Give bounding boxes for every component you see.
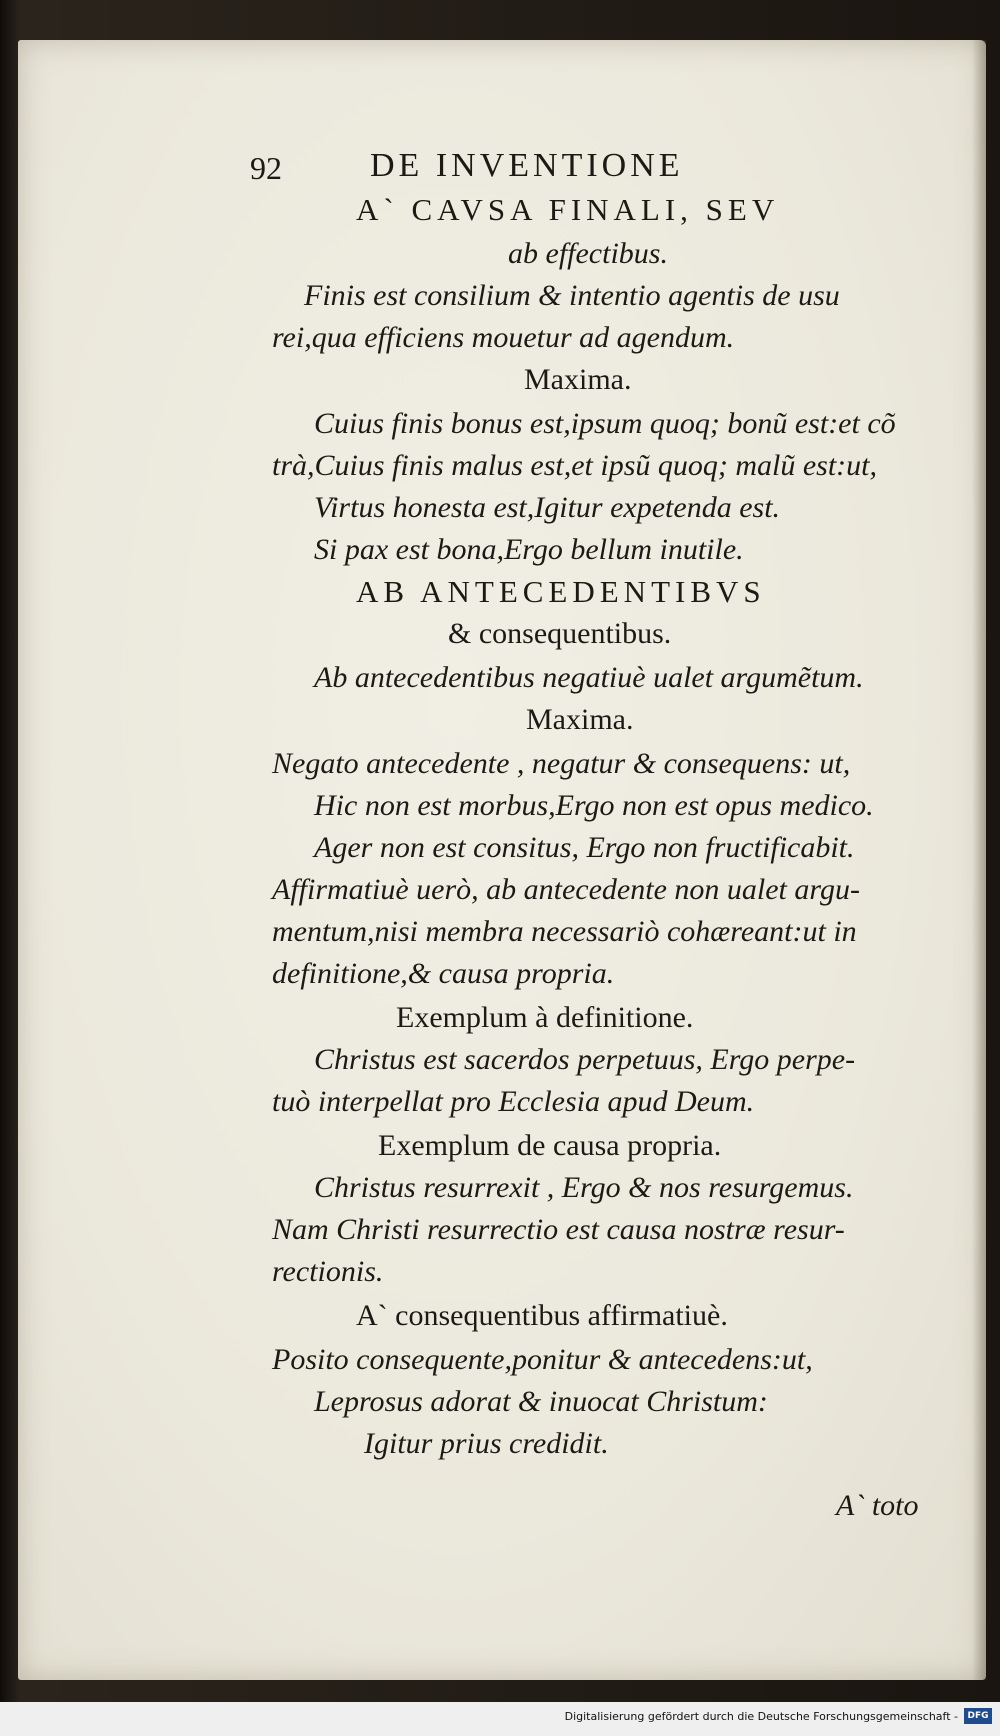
book-page — [18, 40, 986, 1680]
text-line: Posito consequente,ponitur & antecedens:ut, — [272, 1343, 813, 1376]
section-heading: A` CAVSA FINALI, SEV — [356, 192, 780, 227]
text-line: Affirmatiuè uerò, ab antecedente non ualet argu- — [272, 873, 860, 906]
text-line: Finis est consilium & intentio agentis de usu — [304, 279, 840, 312]
text-line: tuò interpellat pro Ecclesia apud Deum. — [272, 1085, 755, 1118]
text-line: trà,Cuius finis malus est,et ipsũ quoq; malũ est:ut, — [272, 449, 878, 482]
text-line: Ager non est consitus, Ergo non fructificabit. — [314, 831, 855, 864]
running-head: DE INVENTIONE — [370, 147, 684, 184]
footer-credit: Digitalisierung gefördert durch die Deutsche Forschungsgemeinschaft - — [564, 1710, 958, 1723]
example-heading: Exemplum de causa propria. — [378, 1129, 722, 1162]
text-line: Hic non est morbus,Ergo non est opus medico. — [314, 789, 874, 822]
text-line: Virtus honesta est,Igitur expetenda est. — [314, 491, 781, 524]
text-line: Christus est sacerdos perpetuus, Ergo perpe- — [314, 1043, 856, 1076]
page-number: 92 — [250, 150, 282, 186]
section-heading: AB ANTECEDENTIBVS — [356, 574, 766, 609]
section-heading: A` consequentibus affirmatiuè. — [356, 1299, 728, 1332]
text-line: definitione,& causa propria. — [272, 957, 615, 990]
text-line: Leprosus adorat & inuocat Christum: — [314, 1385, 768, 1418]
page-text — [18, 40, 986, 1680]
maxima-heading: Maxima. — [526, 703, 634, 736]
section-subheading: & consequentibus. — [448, 617, 672, 650]
text-line: Christus resurrexit , Ergo & nos resurgemus. — [314, 1171, 854, 1204]
digitization-footer — [0, 1702, 1000, 1736]
maxima-heading: Maxima. — [524, 363, 632, 396]
section-subheading: ab effectibus. — [508, 237, 668, 270]
text-line: Nam Christi resurrectio est causa nostræ resur- — [272, 1213, 845, 1246]
text-line: Cuius finis bonus est,ipsum quoq; bonũ est:et cõ — [314, 407, 896, 440]
text-line: Si pax est bona,Ergo bellum inutile. — [314, 533, 744, 566]
text-line: Igitur prius credidit. — [364, 1427, 609, 1460]
text-line: rei,qua efficiens mouetur ad agendum. — [272, 321, 735, 354]
catchword: A` toto — [836, 1489, 919, 1522]
text-line: Negato antecedente , negatur & consequens: ut, — [272, 747, 851, 780]
text-line: mentum,nisi membra necessariò cohæreant:ut in — [272, 915, 857, 948]
text-line: rectionis. — [272, 1255, 384, 1288]
dfg-logo-icon: DFG — [964, 1708, 992, 1724]
text-line: Ab antecedentibus negatiuè ualet argumẽtum. — [314, 661, 864, 694]
example-heading: Exemplum à definitione. — [396, 1001, 694, 1034]
